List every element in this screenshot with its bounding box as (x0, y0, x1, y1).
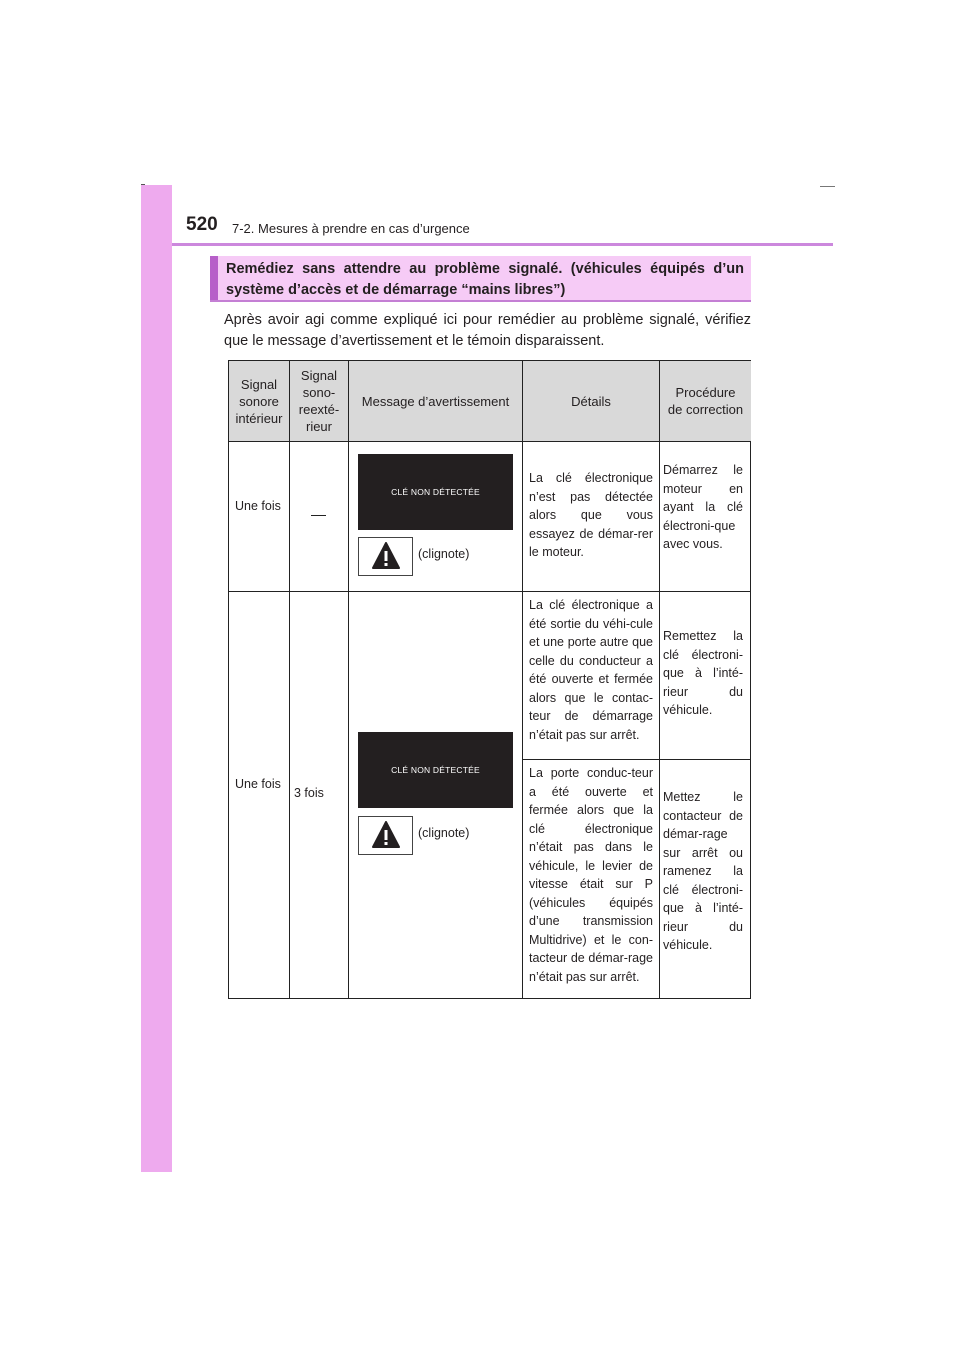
callout-heading: Remédiez sans attendre au problème signalé. (véhicules équipés d’un système d’accès et de démarrage “mains libres”) (226, 261, 744, 298)
row2-signal-exterior: 3 fois (294, 786, 324, 800)
header-rule (172, 243, 833, 246)
warning-triangle-icon (372, 542, 400, 570)
warning-triangle-icon (372, 821, 400, 849)
crop-mark (820, 186, 835, 187)
crop-mark (141, 184, 145, 185)
row1-procedure: Démarrez le moteur en ayant la clé électroni-que avec vous. (663, 463, 743, 551)
page-number: 520 (186, 214, 218, 235)
row2-details-b: La porte conduc-teur a été ouverte et fermée alors que la clé électronique n’était pas dans le véhicule, le levier de vitesse était sur P (véhicules équipés d’une transmission Multidrive) et le con-tacteur de démar-rage n’était pas sur arrêt. (529, 766, 653, 984)
header-signal-exterior: Signal sono-reexté-rieur (290, 361, 349, 442)
row1-warning-light (358, 537, 413, 576)
row1-details: La clé électronique n’est pas détectée alors que vous essayez de démar-rer le moteur. (529, 471, 653, 559)
intro-paragraph: Après avoir agi comme expliqué ici pour remédier au problème signalé, vérifiez que le message d’avertissement et le témoin disparaissent. (224, 312, 751, 349)
row2-signal-interior: Une fois (235, 777, 281, 791)
row2-display-message: CLÉ NON DÉTECTÉE (358, 732, 513, 808)
row1-signal-interior: Une fois (235, 499, 281, 513)
column-divider (348, 442, 349, 999)
row1-signal-exterior-dash (311, 515, 326, 516)
row2-blink-label: (clignote) (418, 826, 470, 840)
row2-procedure-a: Remettez la clé électroni-que à l’inté-rieur du véhicule. (663, 629, 743, 717)
column-divider (289, 442, 290, 999)
header-signal-interior: Signal sonore intérieur (229, 361, 290, 442)
column-divider (659, 442, 660, 999)
warning-table (228, 360, 751, 999)
row2-details-a: La clé électronique a été sortie du véhi-cule et une porte autre que celle du conducteur a été ouverte et fermée alors que le contac-teur de démarrage n’était pas sur arrêt. (529, 598, 653, 742)
header-details: Détails (523, 361, 660, 442)
row-divider (229, 591, 751, 592)
row1-blink-label: (clignote) (418, 547, 470, 561)
header-message: Message d’avertissement (349, 361, 523, 442)
section-title: 7-2. Mesures à prendre en cas d’urgence (232, 221, 470, 236)
side-tab-strip (141, 185, 172, 1172)
callout-accent-bar (210, 256, 218, 300)
row2-warning-light (358, 816, 413, 855)
row1-display-message: CLÉ NON DÉTECTÉE (358, 454, 513, 530)
column-divider (522, 442, 523, 999)
row2-procedure-b: Mettez le contacteur de démar-rage sur arrêt ou ramenez la clé électroni-que à l’inté-rieur du véhicule. (663, 790, 743, 952)
callout-box (210, 256, 751, 300)
header-procedure: Procédure de correction (660, 361, 751, 442)
row-divider (523, 759, 751, 760)
